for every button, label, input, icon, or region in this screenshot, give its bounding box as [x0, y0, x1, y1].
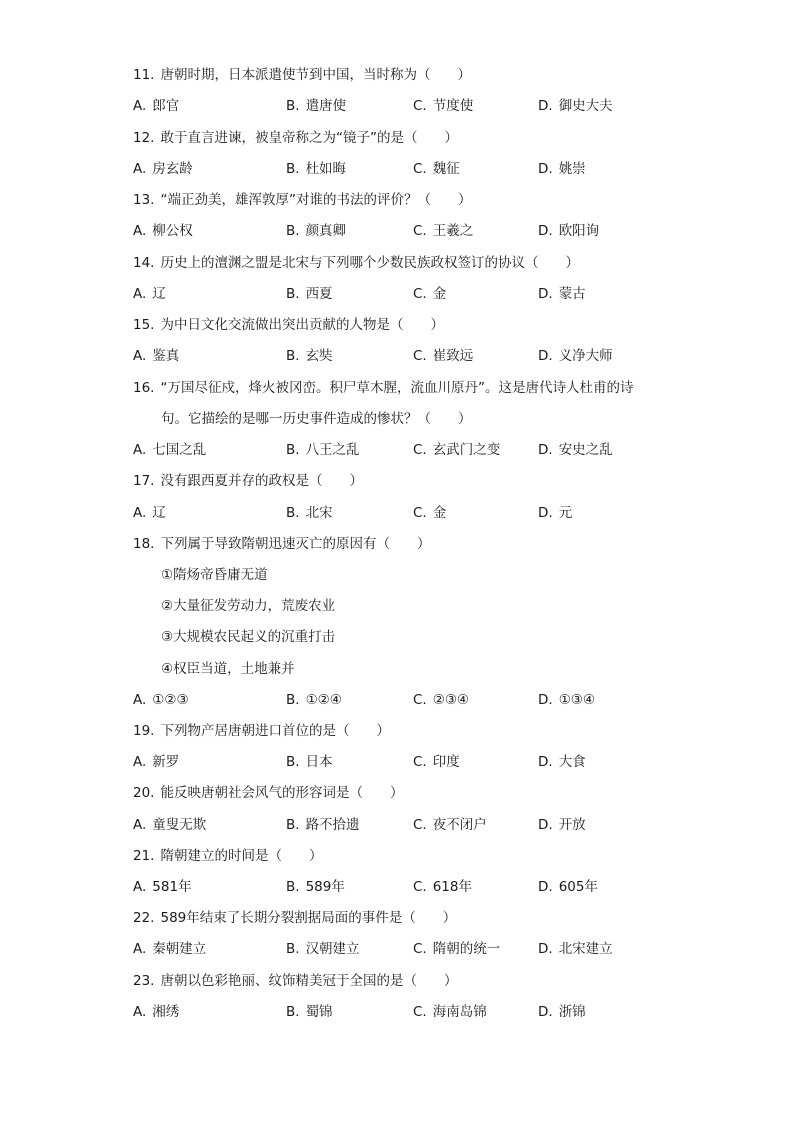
option-text: 新罗 — [152, 754, 180, 770]
option-d[interactable] — [538, 753, 586, 771]
option-text: 蒙古 — [558, 286, 586, 302]
question-number: 22. — [133, 910, 155, 926]
option-text: 遣唐使 — [305, 98, 347, 114]
option-d[interactable] — [538, 222, 599, 240]
option-letter: B. — [286, 879, 300, 895]
question-23-stem — [133, 972, 457, 990]
option-letter: D. — [538, 505, 553, 521]
option-text: 秦朝建立 — [152, 941, 207, 957]
option-text: 安史之乱 — [558, 442, 613, 458]
option-b[interactable] — [286, 97, 346, 115]
option-letter: A. — [133, 223, 147, 239]
option-letter: D. — [538, 754, 553, 770]
question-text: 下列物产居唐朝进口首位的是（ ） — [160, 723, 390, 739]
question-12-options — [133, 160, 693, 178]
option-text: 路不拾遗 — [305, 817, 360, 833]
option-text: 辽 — [152, 286, 166, 302]
option-letter: C. — [413, 1004, 427, 1020]
option-text: 湘绣 — [152, 1004, 180, 1020]
option-text: 581年 — [152, 879, 192, 895]
option-letter: B. — [286, 941, 300, 957]
option-b[interactable] — [286, 441, 360, 459]
option-letter: C. — [413, 98, 427, 114]
option-text: 颜真卿 — [305, 223, 347, 239]
question-11-stem — [133, 66, 471, 84]
option-text: 589年 — [305, 879, 345, 895]
question-11-options — [133, 97, 693, 115]
option-b[interactable] — [286, 878, 345, 896]
option-letter: A. — [133, 348, 147, 364]
option-text: 隋朝的统一 — [432, 941, 501, 957]
option-text: 欧阳询 — [558, 223, 600, 239]
option-a[interactable] — [133, 940, 206, 958]
option-c[interactable] — [413, 940, 500, 958]
question-text-continued: 句。它描绘的是哪一历史事件造成的惨状？（ ） — [161, 411, 472, 427]
option-b[interactable] — [286, 1003, 333, 1021]
option-letter: D. — [538, 98, 553, 114]
option-letter: D. — [538, 442, 553, 458]
option-a[interactable] — [133, 504, 166, 522]
question-text: 唐朝以色彩艳丽、纹饰精美冠于全国的是（ ） — [160, 973, 458, 989]
option-text: 崔致远 — [432, 348, 474, 364]
question-text: 能反映唐朝社会风气的形容词是（ ） — [160, 785, 404, 801]
option-c[interactable] — [413, 816, 487, 834]
option-a[interactable] — [133, 97, 179, 115]
option-text: 浙锦 — [558, 1004, 586, 1020]
option-text: 西夏 — [305, 286, 333, 302]
option-text: 玄奘 — [305, 348, 333, 364]
option-letter: A. — [133, 286, 147, 302]
option-letter: A. — [133, 98, 147, 114]
option-letter: B. — [286, 348, 300, 364]
option-a[interactable] — [133, 222, 193, 240]
question-21-stem — [133, 847, 322, 865]
question-12-stem — [133, 129, 458, 147]
question-18-options — [133, 691, 693, 709]
option-text: 魏征 — [432, 161, 460, 177]
option-d[interactable] — [538, 285, 586, 303]
option-text: 杜如晦 — [305, 161, 347, 177]
option-c[interactable] — [413, 160, 460, 178]
option-c[interactable] — [413, 441, 500, 459]
option-text: 八王之乱 — [305, 442, 360, 458]
option-c[interactable] — [413, 504, 446, 522]
question-14-stem — [133, 254, 579, 272]
option-d[interactable] — [538, 160, 586, 178]
option-text: 元 — [558, 505, 573, 521]
option-text: 姚崇 — [558, 161, 586, 177]
option-letter: D. — [538, 817, 553, 833]
question-number: 21. — [133, 848, 155, 864]
option-a[interactable] — [133, 878, 192, 896]
question-20-options — [133, 816, 693, 834]
option-text: 鉴真 — [152, 348, 180, 364]
option-a[interactable] — [133, 1003, 179, 1021]
question-number: 17. — [133, 473, 155, 489]
question-text: 唐朝时期，日本派遣使节到中国，当时称为（ ） — [160, 67, 471, 83]
option-letter: A. — [133, 817, 147, 833]
option-text: 玄武门之变 — [432, 442, 501, 458]
question-21-options — [133, 878, 693, 896]
option-c[interactable] — [413, 222, 473, 240]
option-text: 夜不闭户 — [432, 817, 487, 833]
option-text: ②③④ — [432, 692, 470, 708]
question-22-options — [133, 940, 693, 958]
option-letter: A. — [133, 505, 147, 521]
option-text: 义净大师 — [558, 348, 613, 364]
option-text: 柳公权 — [152, 223, 193, 239]
option-a[interactable] — [133, 347, 179, 365]
option-letter: C. — [413, 223, 427, 239]
question-number: 12. — [133, 130, 155, 146]
question-18-statement-4 — [161, 660, 295, 678]
question-text: “端正劲美，雄浑敦厚”对谁的书法的评价？（ ） — [160, 192, 472, 208]
question-number: 13. — [133, 192, 155, 208]
option-text: 北宋建立 — [558, 941, 613, 957]
option-text: 大食 — [558, 754, 586, 770]
option-text: 御史大夫 — [558, 98, 613, 114]
option-letter: D. — [538, 941, 553, 957]
option-b[interactable] — [286, 816, 360, 834]
question-15-stem — [133, 316, 444, 334]
statement-text: ②大量征发劳动力，荒废农业 — [161, 598, 336, 614]
option-b[interactable] — [286, 347, 333, 365]
question-text: 没有跟西夏并存的政权是（ ） — [160, 473, 363, 489]
question-number: 20. — [133, 785, 155, 801]
question-text: 敢于直言进谏，被皇帝称之为“镜子”的是（ ） — [160, 130, 458, 146]
option-letter: B. — [286, 505, 300, 521]
option-text: ①③④ — [558, 692, 595, 708]
option-text: 金 — [432, 286, 447, 302]
question-number: 19. — [133, 723, 155, 739]
option-text: 印度 — [432, 754, 460, 770]
option-text: 开放 — [558, 817, 586, 833]
option-text: 海南岛锦 — [432, 1004, 487, 1020]
option-letter: A. — [133, 1004, 147, 1020]
option-letter: A. — [133, 161, 147, 177]
option-letter: B. — [286, 442, 300, 458]
option-letter: C. — [413, 505, 427, 521]
option-c[interactable] — [413, 347, 473, 365]
option-d[interactable] — [538, 504, 572, 522]
option-text: 辽 — [152, 505, 166, 521]
question-17-options — [133, 504, 693, 522]
question-text: “万国尽征戍，烽火被冈峦。积尸草木腥，流血川原丹”。这是唐代诗人杜甫的诗 — [160, 380, 634, 396]
question-number: 18. — [133, 536, 155, 552]
option-b[interactable] — [286, 160, 346, 178]
option-letter: C. — [413, 879, 427, 895]
option-letter: C. — [413, 941, 427, 957]
option-letter: B. — [286, 692, 300, 708]
option-letter: D. — [538, 161, 553, 177]
option-a[interactable] — [133, 753, 179, 771]
option-b[interactable] — [286, 940, 360, 958]
option-letter: C. — [413, 442, 427, 458]
question-18-statement-2 — [161, 597, 335, 615]
option-letter: C. — [413, 161, 427, 177]
option-letter: C. — [413, 754, 427, 770]
option-d[interactable] — [538, 691, 595, 709]
option-c[interactable] — [413, 878, 472, 896]
option-b[interactable] — [286, 753, 333, 771]
option-letter: C. — [413, 348, 427, 364]
option-b[interactable] — [286, 285, 333, 303]
option-a[interactable] — [133, 285, 166, 303]
option-letter: D. — [538, 286, 553, 302]
question-22-stem — [133, 909, 456, 927]
option-text: 北宋 — [305, 505, 333, 521]
option-text: 汉朝建立 — [305, 941, 360, 957]
question-20-stem — [133, 784, 403, 802]
option-text: 605年 — [558, 879, 598, 895]
option-text: ①②④ — [305, 692, 342, 708]
question-text: 589年结束了长期分裂割据局面的事件是（ ） — [160, 910, 457, 926]
statement-text: ③大规模农民起义的沉重打击 — [161, 629, 336, 645]
question-23-options — [133, 1003, 693, 1021]
option-d[interactable] — [538, 878, 598, 896]
option-b[interactable] — [286, 504, 333, 522]
question-number: 14. — [133, 255, 155, 271]
option-c[interactable] — [413, 1003, 487, 1021]
option-letter: A. — [133, 754, 147, 770]
option-d[interactable] — [538, 816, 586, 834]
option-text: ①②③ — [152, 692, 189, 708]
question-number: 16. — [133, 380, 155, 396]
option-c[interactable] — [413, 285, 446, 303]
option-c[interactable] — [413, 97, 473, 115]
option-letter: A. — [133, 941, 147, 957]
option-text: 王羲之 — [432, 223, 474, 239]
option-text: 童叟无欺 — [152, 817, 207, 833]
question-number: 15. — [133, 317, 155, 333]
option-letter: A. — [133, 879, 147, 895]
option-letter: B. — [286, 98, 300, 114]
option-text: 618年 — [432, 879, 472, 895]
option-text: 郎官 — [152, 98, 180, 114]
question-18-statement-1 — [161, 566, 268, 584]
question-text: 隋朝建立的时间是（ ） — [160, 848, 323, 864]
option-text: 节度使 — [432, 98, 474, 114]
question-16-stem — [133, 379, 633, 397]
question-18-statement-3 — [161, 628, 335, 646]
option-letter: A. — [133, 692, 147, 708]
option-letter: C. — [413, 286, 427, 302]
question-number: 11. — [133, 67, 155, 83]
option-letter: B. — [286, 161, 300, 177]
option-letter: D. — [538, 879, 553, 895]
option-text: 七国之乱 — [152, 442, 207, 458]
option-d[interactable] — [538, 347, 613, 365]
option-text: 蜀锦 — [305, 1004, 333, 1020]
question-14-options — [133, 285, 693, 303]
option-letter: C. — [413, 692, 427, 708]
option-a[interactable] — [133, 816, 206, 834]
question-13-options — [133, 222, 693, 240]
statement-text: ①隋炀帝昏庸无道 — [161, 567, 268, 583]
option-a[interactable] — [133, 441, 206, 459]
question-16-options — [133, 441, 693, 459]
option-d[interactable] — [538, 1003, 586, 1021]
option-letter: C. — [413, 817, 427, 833]
option-d[interactable] — [538, 940, 613, 958]
option-letter: B. — [286, 754, 300, 770]
option-letter: B. — [286, 223, 300, 239]
option-letter: A. — [133, 442, 147, 458]
question-text: 为中日文化交流做出突出贡献的人物是（ ） — [160, 317, 444, 333]
question-19-options — [133, 753, 693, 771]
option-c[interactable] — [413, 691, 469, 709]
question-18-stem — [133, 535, 430, 553]
question-number: 23. — [133, 973, 155, 989]
option-letter: B. — [286, 817, 300, 833]
question-15-options — [133, 347, 693, 365]
option-c[interactable] — [413, 753, 460, 771]
option-letter: B. — [286, 286, 300, 302]
option-b[interactable] — [286, 691, 342, 709]
option-d[interactable] — [538, 97, 613, 115]
option-d[interactable] — [538, 441, 613, 459]
question-19-stem — [133, 722, 390, 740]
option-letter: D. — [538, 1004, 553, 1020]
option-a[interactable] — [133, 160, 193, 178]
question-text: 历史上的澶渊之盟是北宋与下列哪个少数民族政权签订的协议（ ） — [160, 255, 579, 271]
option-text: 房玄龄 — [152, 161, 193, 177]
option-text: 金 — [432, 505, 447, 521]
option-letter: D. — [538, 692, 553, 708]
question-16-stem-continued — [161, 410, 472, 428]
option-a[interactable] — [133, 691, 189, 709]
option-letter: D. — [538, 223, 553, 239]
question-13-stem — [133, 191, 471, 209]
question-text: 下列属于导致隋朝迅速灭亡的原因有（ ） — [160, 536, 431, 552]
option-letter: D. — [538, 348, 553, 364]
statement-text: ④权臣当道，土地兼并 — [161, 661, 295, 677]
question-17-stem — [133, 472, 363, 490]
option-b[interactable] — [286, 222, 346, 240]
option-text: 日本 — [305, 754, 333, 770]
option-letter: B. — [286, 1004, 300, 1020]
